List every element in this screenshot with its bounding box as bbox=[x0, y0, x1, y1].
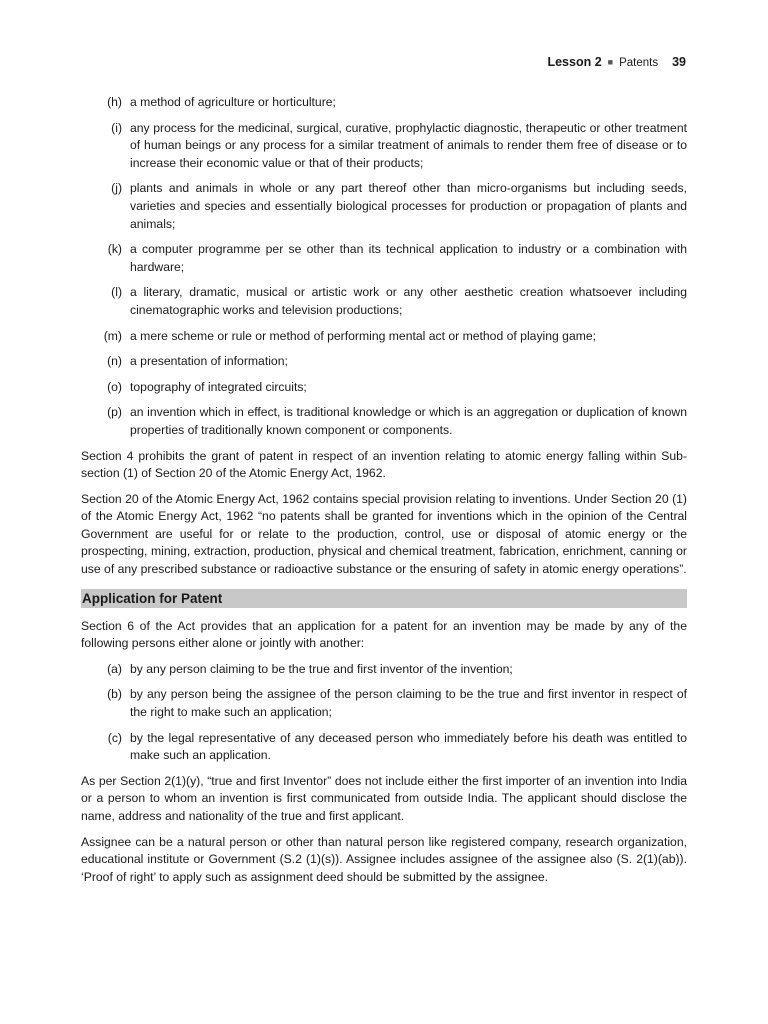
list-item-text: topography of integrated circuits; bbox=[130, 379, 307, 394]
list-marker: (l) bbox=[111, 285, 122, 300]
running-header bbox=[547, 55, 686, 69]
list-item bbox=[81, 120, 687, 173]
list-item bbox=[81, 180, 687, 233]
list-marker: (k) bbox=[107, 242, 122, 257]
list-item-text: a computer programme per se other than its technical application to industry or a combination with hardware; bbox=[130, 242, 687, 274]
list-marker: (h) bbox=[107, 95, 122, 109]
list-item-text: by any person being the assignee of the person claiming to be the true and first inventor in respect of the right to make such an application; bbox=[130, 687, 687, 720]
list-item bbox=[81, 328, 687, 346]
paragraph-section-20: Section 20 of the Atomic Energy Act, 1962 contains special provision relating to inventions. Under Section 20 (1) of the Atomic Energy Act, 1962 “no patents shall be granted for inventions which in the opinion of the Central Government are useful for or relate to the production, control, use or disposal of atomic energy or the prospecting, mining, extraction, production, physical and chemical treatment, fabrication, enrichment, canning or use of any prescribed substance or radioactive substance or the ensuring of safety in atomic energy operations”. bbox=[81, 491, 687, 577]
list-item bbox=[81, 379, 687, 397]
paragraph-section-4: Section 4 prohibits the grant of patent in respect of an invention relating to atomic energy falling within Sub-section (1) of Section 20 of the Atomic Energy Act, 1962. bbox=[81, 448, 687, 481]
list-marker: (p) bbox=[107, 405, 122, 420]
list-item bbox=[81, 94, 687, 112]
exclusions-list bbox=[81, 94, 687, 440]
list-item-text: by the legal representative of any deceased person who immediately before his death was entitled to make such an application. bbox=[130, 730, 687, 763]
list-item bbox=[81, 730, 687, 765]
list-marker: (b) bbox=[107, 687, 122, 702]
topic-label: Patents bbox=[619, 57, 659, 69]
paragraph-true-first-inventor: As per Section 2(1)(y), “true and first Inventor” does not include either the first importer of an invention into India or a person to whom an invention is first communicated from outside India. The applicant should disclose the name, address and nationality of the true and first applicant. bbox=[81, 773, 687, 823]
list-item-text: by any person claiming to be the true and first inventor of the invention; bbox=[130, 661, 513, 676]
paragraph-assignee: Assignee can be a natural person or other than natural person like registered company, research organization, educational institute or Government (S.2 (1)(s)). Assignee includes assignee of the assignee also (S. 2(1)(ab)). ‘Proof of right’ to apply such as assignment deed should be submitted by the assignee. bbox=[81, 834, 687, 884]
list-item-text: a presentation of information; bbox=[130, 354, 288, 369]
list-item bbox=[81, 353, 687, 371]
section-heading: Application for Patent bbox=[81, 589, 687, 608]
applicants-list bbox=[81, 661, 687, 765]
list-item bbox=[81, 661, 687, 679]
header-separator: ■ bbox=[607, 57, 614, 67]
list-marker: (o) bbox=[107, 379, 122, 394]
list-marker: (c) bbox=[107, 730, 122, 745]
paragraph-section-6: Section 6 of the Act provides that an application for a patent for an invention may be made by any of the following persons either alone or jointly with another: bbox=[81, 618, 687, 651]
list-item bbox=[81, 241, 687, 276]
list-item-text: any process for the medicinal, surgical, curative, prophylactic diagnostic, therapeutic or other treatment of human beings or any process for a similar treatment of animals to render them free of disease or to increase their economic value or that of their products; bbox=[130, 120, 687, 170]
list-marker: (a) bbox=[107, 661, 122, 676]
list-item-text: a method of agriculture or horticulture; bbox=[130, 95, 336, 109]
list-marker: (n) bbox=[107, 354, 122, 369]
list-item-text: a literary, dramatic, musical or artistic work or any other aesthetic creation whatsoever including cinematographic works and television productions; bbox=[130, 285, 687, 317]
list-item-text: a mere scheme or rule or method of performing mental act or method of playing game; bbox=[130, 328, 597, 343]
list-item bbox=[81, 686, 687, 721]
lesson-label: Lesson 2 bbox=[547, 55, 602, 69]
list-marker: (i) bbox=[111, 120, 122, 135]
page-number: 39 bbox=[672, 55, 686, 69]
list-item-text: plants and animals in whole or any part thereof other than micro-organisms but including seeds, varieties and species and essentially biological processes for production or propagation of plants and animals; bbox=[130, 181, 687, 231]
list-marker: (m) bbox=[103, 328, 122, 343]
list-marker: (j) bbox=[111, 181, 122, 196]
list-item bbox=[81, 284, 687, 319]
list-item bbox=[81, 404, 687, 439]
page-body bbox=[81, 94, 687, 894]
list-item-text: an invention which in effect, is traditional knowledge or which is an aggregation or duplication of known properties of traditionally known component or components. bbox=[130, 405, 687, 437]
